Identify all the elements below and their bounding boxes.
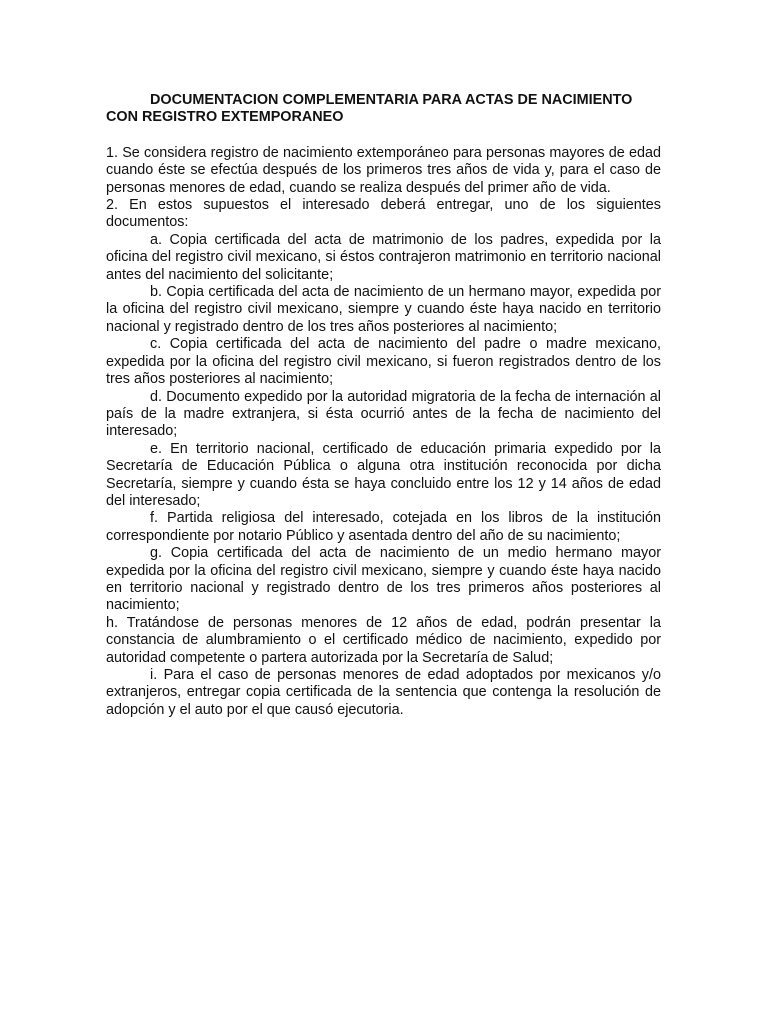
item-f: f. Partida religiosa del interesado, cotejada en los libros de la institución correspondiente por notario Público y asentada dentro del año de su nacimiento; (106, 510, 661, 544)
item-b: b. Copia certificada del acta de nacimiento de un hermano mayor, expedida por la oficina del registro civil mexicano, siempre y cuando éste haya nacido en territorio nacional y registrado dentro de los tres años posteriores al nacimiento; (106, 284, 661, 335)
document-title: DOCUMENTACION COMPLEMENTARIA PARA ACTAS DE NACIMIENTO CON REGISTRO EXTEMPORANEO (106, 92, 633, 126)
item-g: g. Copia certificada del acta de nacimiento de un medio hermano mayor expedida por la oficina del registro civil mexicano, siempre y cuando éste haya nacido en territorio nacional y registrado dentro de los tres primeros años posteriores al nacimiento; (106, 545, 661, 614)
item-i: i. Para el caso de personas menores de edad adoptados por mexicanos y/o extranjeros, entregar copia certificada de la sentencia que contenga la resolución de adopción y el auto por el que causó ejecutoria. (106, 667, 661, 718)
item-e: e. En territorio nacional, certificado de educación primaria expedido por la Secretaría de Educación Pública o alguna otra institución reconocida por dicha Secretaría, siempre y cuando ésta se haya concluido entre los 12 y 14 años de edad del interesado; (106, 440, 661, 509)
paragraph-1: 1. Se considera registro de nacimiento extemporáneo para personas mayores de edad cuando éste se efectúa después de los primeros tres años de vida y, para el caso de personas menores de edad, cuando se realiza después del primer año de vida. (106, 144, 661, 196)
paragraph-2: 2. En estos supuestos el interesado deberá entregar, uno de los siguientes documentos: (106, 197, 661, 231)
item-h: h. Tratándose de personas menores de 12 años de edad, podrán presentar la constancia de alumbramiento o el certificado médico de nacimiento, expedido por autoridad competente o partera autorizada por la Secretaría de Salud; (106, 614, 661, 666)
item-c: c. Copia certificada del acta de nacimiento del padre o madre mexicano, expedida por la oficina del registro civil mexicano, si fueron registrados dentro de los tres años posteriores al nacimiento; (106, 336, 661, 388)
item-a: a. Copia certificada del acta de matrimonio de los padres, expedida por la oficina del registro civil mexicano, si éstos contrajeron matrimonio en territorio nacional antes del nacimiento del solicitante; (106, 231, 661, 283)
document-body (106, 92, 661, 719)
item-d: d. Documento expedido por la autoridad migratoria de la fecha de internación al país de la madre extranjera, si ésta ocurrió antes de la fecha de nacimiento del interesado; (106, 388, 661, 440)
